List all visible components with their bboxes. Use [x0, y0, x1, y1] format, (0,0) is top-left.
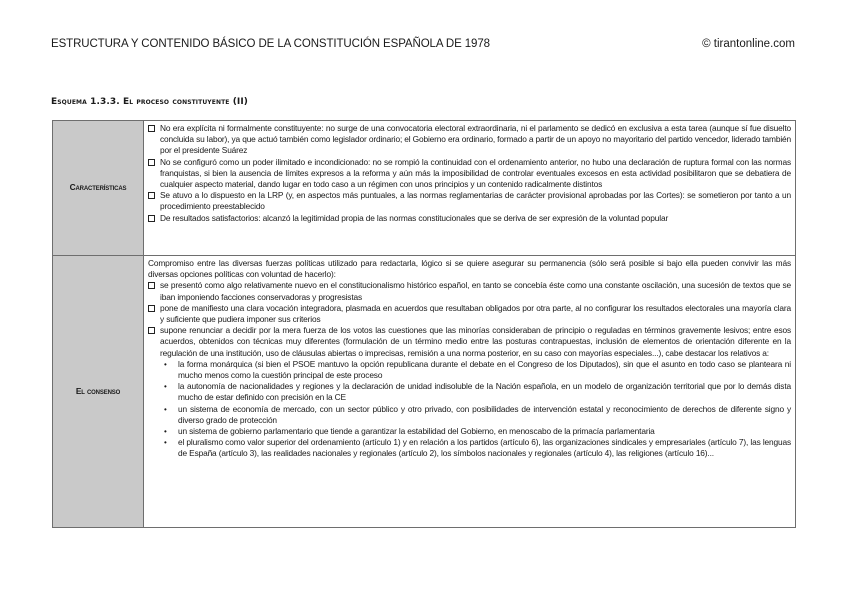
bullet-dot-icon: •: [164, 382, 167, 392]
sub-list-item: • un sistema de economía de mercado, con un sector público y otro privado, con posibilidades de intervención estatal y reconocimiento de derechos de diferente signo y diverso grado de protección: [164, 403, 791, 425]
bullet-dot-icon: •: [164, 404, 167, 414]
list-item: supone renunciar a decidir por la mera fuerza de los votos las cuestiones que las minorías consideraban de principio o reguladas en términos gravemente lesivos; entre esos acuerdos, obtenidos con técnicas muy diferentes (formulación de un término medio entre las posturas contrapuestas, inclusión de elementos de orientación diferente en la regulación de una institución, uso de cláusulas abiertas o imprecisas, remisión a una norma posterior, en su caso con mayorías especiales...), cabe destacar los relativos a:: [148, 325, 791, 359]
site-credit[interactable]: © tirantonline.com: [702, 38, 795, 50]
consenso-intro: Compromiso entre las diversas fuerzas políticas utilizado para redactarla, lógico si se quiere asegurar su permanencia (sólo será posible si bajo ella pueden convivir las más diversas opciones políticas con voluntad de hacerlo):: [148, 258, 791, 280]
list-item: se presentó como algo relativamente nuevo en el constitucionalismo histórico español, en tanto se concebía éste como una constante oscilación, una sucesión de textos que se iban imponiendo facciones conservadoras y progresistas: [148, 280, 791, 302]
row-content-consenso: [144, 256, 796, 528]
checkbox-square-icon: [148, 282, 155, 289]
checkbox-square-icon: [148, 125, 155, 132]
page-header: [51, 38, 795, 54]
list-item: No era explícita ni formalmente constituyente: no surge de una convocatoria electoral extraordinaria, ni el parlamento se dedicó en exclusiva a esta tarea (aunque sí fue disuelto concluida su labor), ya que actuó también como legislador ordinario; el Gobierno era ordinario, formado a partir de un apoyo no mayoritario del partido vencedor, liderado también por el presidente Suárez: [148, 123, 791, 157]
scheme-table: [52, 120, 796, 528]
table-row-caracteristicas: [53, 121, 796, 256]
scheme-title: El proceso constituyente (II): [122, 97, 249, 107]
row-label-caracteristicas: Características: [53, 121, 144, 256]
list-item: No se configuró como un poder ilimitado e incondicionado: no se rompió la continuidad con el ordenamiento anterior, no hubo una declaración de ruptura formal con las normas franquistas, si bien la ausencia de límites expresos a la reforma y aún más la imposibilidad de controlar eventuales excesos en esta actividad posibilitaron que se debatiera de cualquier aspecto material, dando lugar en todo caso a un régimen con unos principios y un contenido radicalmente distintos: [148, 157, 791, 191]
bullet-dot-icon: •: [164, 359, 167, 369]
sub-list-item: • el pluralismo como valor superior del ordenamiento (artículo 1) y en relación a los partidos (artículo 6), las organizaciones sindicales y empresariales (artículo 7), las lenguas de España (artículo 3), las realidades nacionales y regionales (artículo 2), los símbolos nacionales y regionales (artículo 4), las religiones (artículo 16)...: [164, 437, 791, 459]
scheme-number: 1.3.3.: [90, 97, 120, 107]
sub-list-item: • la autonomía de nacionalidades y regiones y la declaración de unidad indisoluble de la Nación española, en un modelo de organización territorial que por lo demás dista mucho de estar definido con precisión en la CE: [164, 381, 791, 403]
list-item: Se atuvo a lo dispuesto en la LRP (y, en aspectos más puntuales, a las normas reglamentarias de carácter provisional aprobadas por las Cortes): se sometieron por tanto a un procedimiento preestablecido: [148, 190, 791, 212]
list-item: pone de manifiesto una clara vocación integradora, plasmada en acuerdos que resultaban obligados por otra parte, al no configurar los resultados electorales una mayoría clara y suficiente que pudiera imponer sus criterios: [148, 303, 791, 325]
row-content-caracteristicas: [144, 121, 796, 256]
checkbox-square-icon: [148, 192, 155, 199]
checkbox-square-icon: [148, 215, 155, 222]
table-row-consenso: [53, 256, 796, 528]
document-title: ESTRUCTURA Y CONTENIDO BÁSICO DE LA CONSTITUCIÓN ESPAÑOLA DE 1978: [51, 38, 490, 50]
sub-list-item: • un sistema de gobierno parlamentario que tiende a garantizar la estabilidad del Gobierno, en menoscabo de la primacía parlamentaria: [164, 426, 655, 437]
list-item: De resultados satisfactorios: alcanzó la legitimidad propia de las normas constitucionales que se deriva de ser expresión de la voluntad popular: [148, 213, 791, 224]
bullet-dot-icon: •: [164, 427, 167, 437]
checkbox-square-icon: [148, 305, 155, 312]
checkbox-square-icon: [148, 159, 155, 166]
checkbox-square-icon: [148, 327, 155, 334]
scheme-prefix: Esquema: [51, 97, 87, 107]
bullet-dot-icon: •: [164, 438, 167, 448]
row-label-consenso: El consenso: [53, 256, 144, 528]
sub-list-item: • la forma monárquica (si bien el PSOE mantuvo la opción republicana durante el debate en el Congreso de los Diputados), sin que el asunto en todo caso se planteara ni mucho menos como la cuestión principal de este proceso: [164, 358, 791, 381]
scheme-heading: [51, 97, 248, 107]
